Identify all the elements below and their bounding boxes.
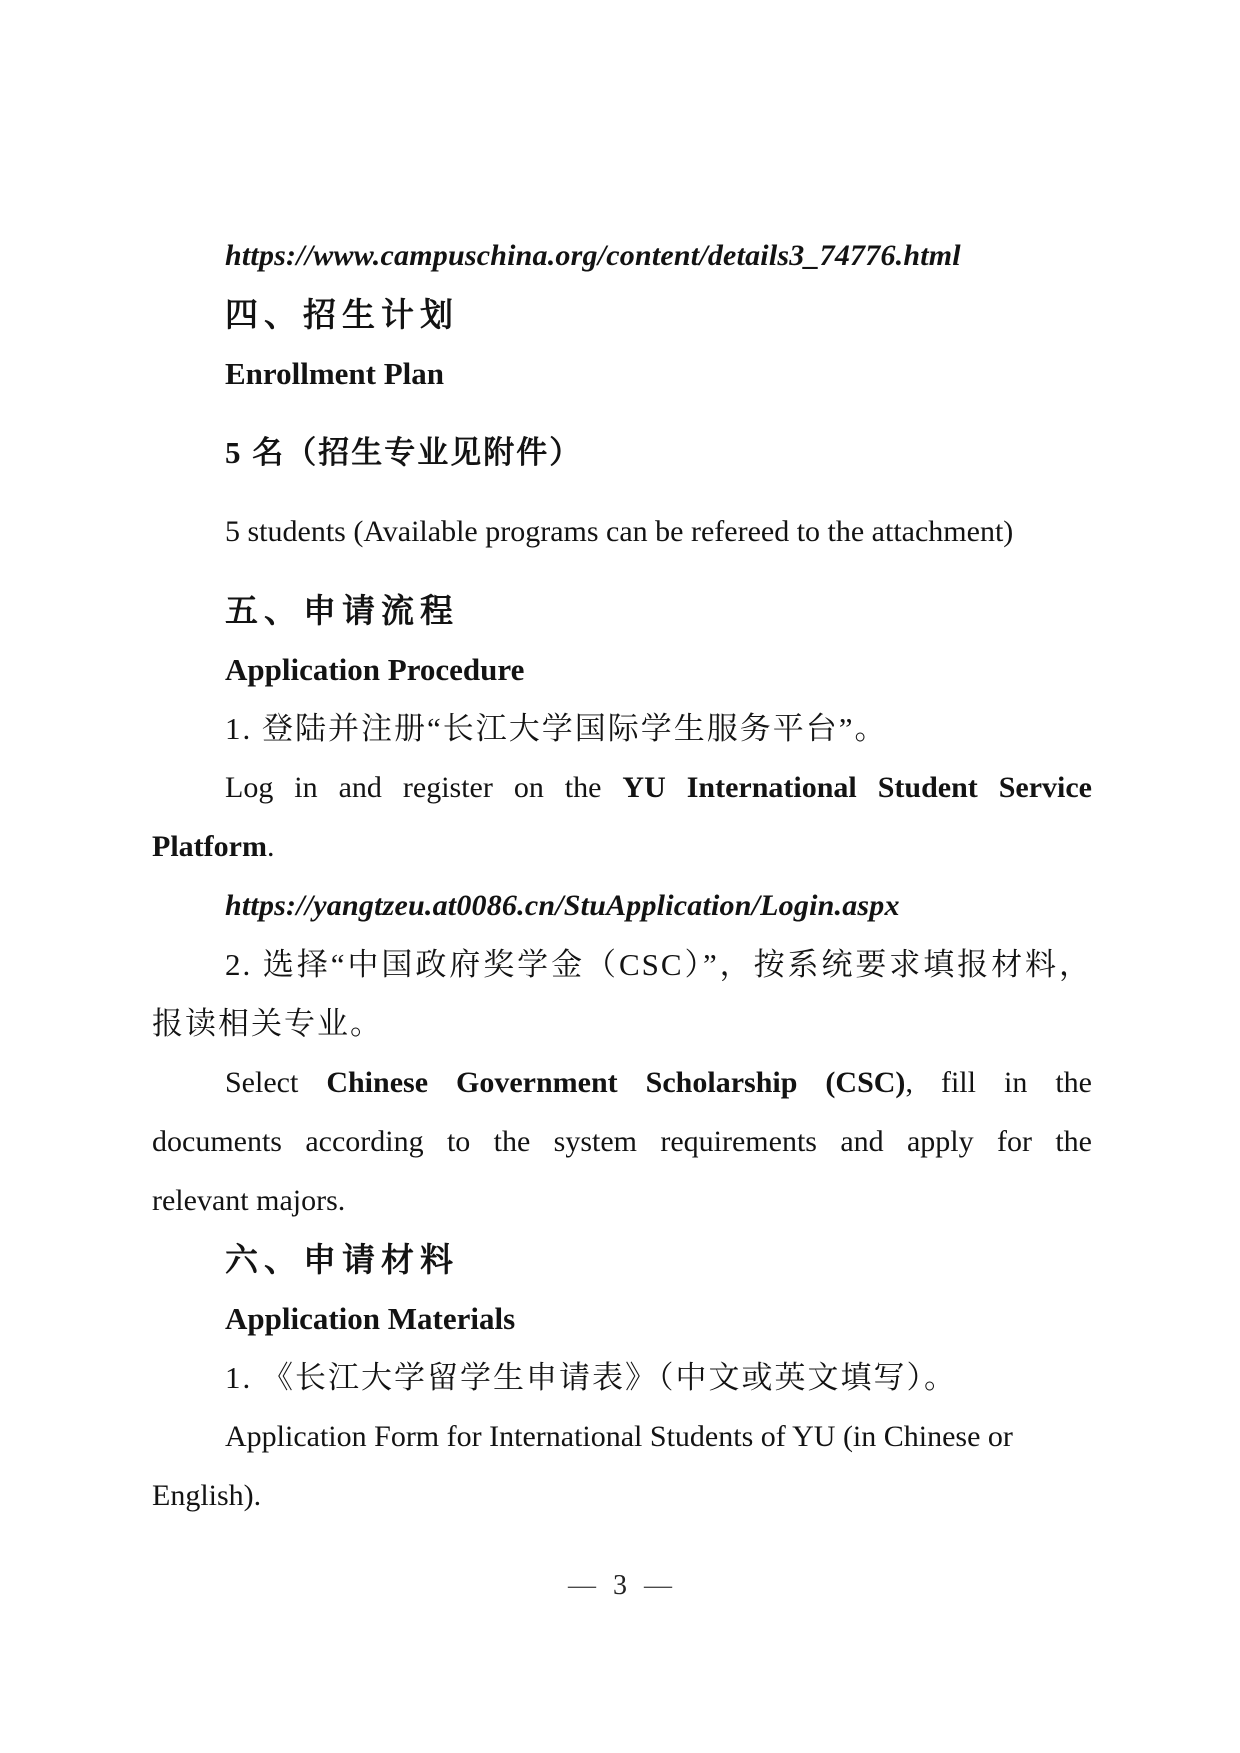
materials-item-1-en-line-2: English). xyxy=(152,1479,262,1512)
step-2-en-scholarship-name: Chinese Government Scholarship (CSC) xyxy=(326,1066,906,1099)
footer-dash-left: — xyxy=(568,1570,596,1601)
campuschina-url: https://www.campuschina.org/content/details3_74776.html xyxy=(225,239,961,272)
enrollment-count-en: 5 students (Available programs can be refereed to the attachment) xyxy=(225,515,1014,548)
section-4-heading-en: Enrollment Plan xyxy=(225,356,445,391)
section-4-heading-zh: 四、招生计划 xyxy=(225,296,459,333)
section-6-heading-en: Application Materials xyxy=(225,1301,516,1336)
procedure-step-2-zh-line-2: 报读相关专业。 xyxy=(152,1006,383,1041)
section-5-heading-en: Application Procedure xyxy=(225,652,525,687)
document-body xyxy=(152,226,1092,1525)
footer-dash-right: — xyxy=(644,1570,672,1601)
procedure-step-2-en-line-2: documents according to the system requirements and apply for the xyxy=(152,1125,1092,1158)
section-5-heading-zh: 五、申请流程 xyxy=(225,592,459,629)
procedure-step-1-en-line-1 xyxy=(152,758,1092,817)
procedure-step-2-en-line-3: relevant majors. xyxy=(152,1184,346,1217)
step-1-en-text: Log in and register on the xyxy=(225,771,623,804)
materials-item-1-en-line-1: Application Form for International Students of YU (in Chinese or xyxy=(225,1420,1013,1453)
step-2-en-text-rest: , fill in the xyxy=(905,1066,1092,1099)
step-2-en-text: Select xyxy=(225,1066,327,1099)
procedure-step-2-zh-line-1: 2. 选择“中国政府奖学金（CSC）”，按系统要求填报材料， xyxy=(225,947,1092,982)
step-1-en-period: . xyxy=(266,830,275,863)
step-1-en-platform-name-cont: Platform xyxy=(152,830,267,863)
yangtzeu-url: https://yangtzeu.at0086.cn/StuApplication/Login.aspx xyxy=(225,889,900,922)
section-6-heading-zh: 六、申请材料 xyxy=(225,1241,459,1278)
procedure-step-1-zh: 1. 登陆并注册“长江大学国际学生服务平台”。 xyxy=(225,711,888,746)
procedure-step-2-en-line-1 xyxy=(152,1053,1092,1112)
enrollment-count-zh: 5 名（招生专业见附件） xyxy=(225,435,583,470)
step-1-en-platform-name: YU International Student Service xyxy=(622,771,1092,804)
page-number: 3 xyxy=(613,1570,627,1601)
materials-item-1-zh: 1. 《长江大学留学生申请表》（中文或英文填写）。 xyxy=(225,1360,957,1395)
procedure-step-1-en-line-2 xyxy=(152,817,1092,876)
page-footer xyxy=(0,1570,1240,1602)
